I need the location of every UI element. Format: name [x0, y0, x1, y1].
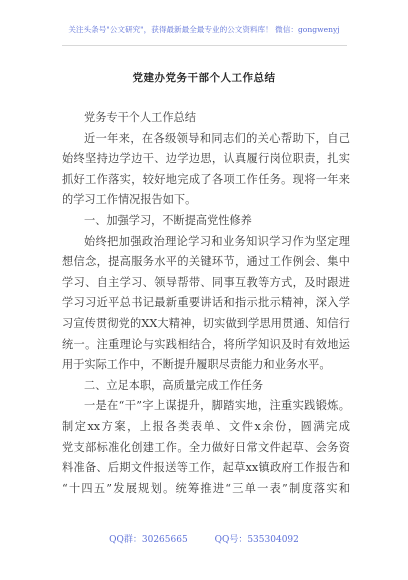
paragraph-line: 近一年来，在各级领导和同志们的关心帮助下，自己 [84, 131, 350, 145]
paragraph-line: 的学习工作情况报告如下。 [62, 193, 197, 207]
paragraph-line: 抓好工作落实，较好地完成了各项工作任务。现将一年来 [62, 172, 350, 186]
contact-footer [0, 532, 408, 545]
paragraph-line: 始终坚持边学边干、边学边思，认真履行岗位职责，扎实 [62, 152, 350, 166]
paragraph-line: 学习习近平总书记最新重要讲话和指示批示精神，深入学 [62, 296, 350, 310]
paragraph-line: 统一。注重理论与实践相结合，将所学知识及时有效地运 [62, 337, 350, 351]
paragraph-line: 一是在“干”字上谋提升，脚踏实地，注重实践锻炼。 [84, 399, 350, 413]
document-body [62, 108, 350, 499]
qq-group-text: QQ群：30265665 [109, 535, 188, 545]
paragraph-line: 习宣传贯彻党的XX大精神，切实做到学思用贯通、知信行 [62, 316, 350, 330]
section-heading: 一、加强学习，不断提高党性修养 [84, 213, 252, 227]
paragraph-line: 料准备、后期文件报送等工作，起草xx镇政府工作报告和 [62, 461, 350, 475]
banner-divider [62, 45, 347, 46]
paragraph-line: 学习、自主学习、领导帮带、同事互教等方式，及时跟进 [62, 275, 350, 289]
subtitle-line: 党务专干个人工作总结 [84, 111, 196, 124]
paragraph-line: 始终把加强政治理论学习和业务知识学习作为坚定理 [84, 234, 350, 248]
paragraph-line: 党支部标准化创建工作。全力做好日常文件起草、会务资 [62, 440, 350, 454]
paragraph-line: 想信念，提高服务水平的关键环节，通过工作例会、集中 [62, 255, 350, 269]
document-title: 党建办党务干部个人工作总结 [132, 72, 276, 84]
qq-number-text: QQ号：535304092 [214, 535, 299, 545]
paragraph-line: 制定xx方案，上报各类表单、文件x余份，圆满完成 [62, 419, 350, 433]
promo-banner: 关注头条号"公文研究"，获得最新最全最专业的公文资料库！ 微信：gongwenyj [68, 25, 340, 34]
paragraph-line: “十四五”发展规划。统筹推进“三单一表”制度落实和 [62, 481, 350, 495]
paragraph-line: 用于实际工作中，不断提升履职尽责能力和业务水平。 [62, 358, 331, 372]
section-heading: 二、立足本职，高质量完成工作任务 [84, 378, 264, 392]
